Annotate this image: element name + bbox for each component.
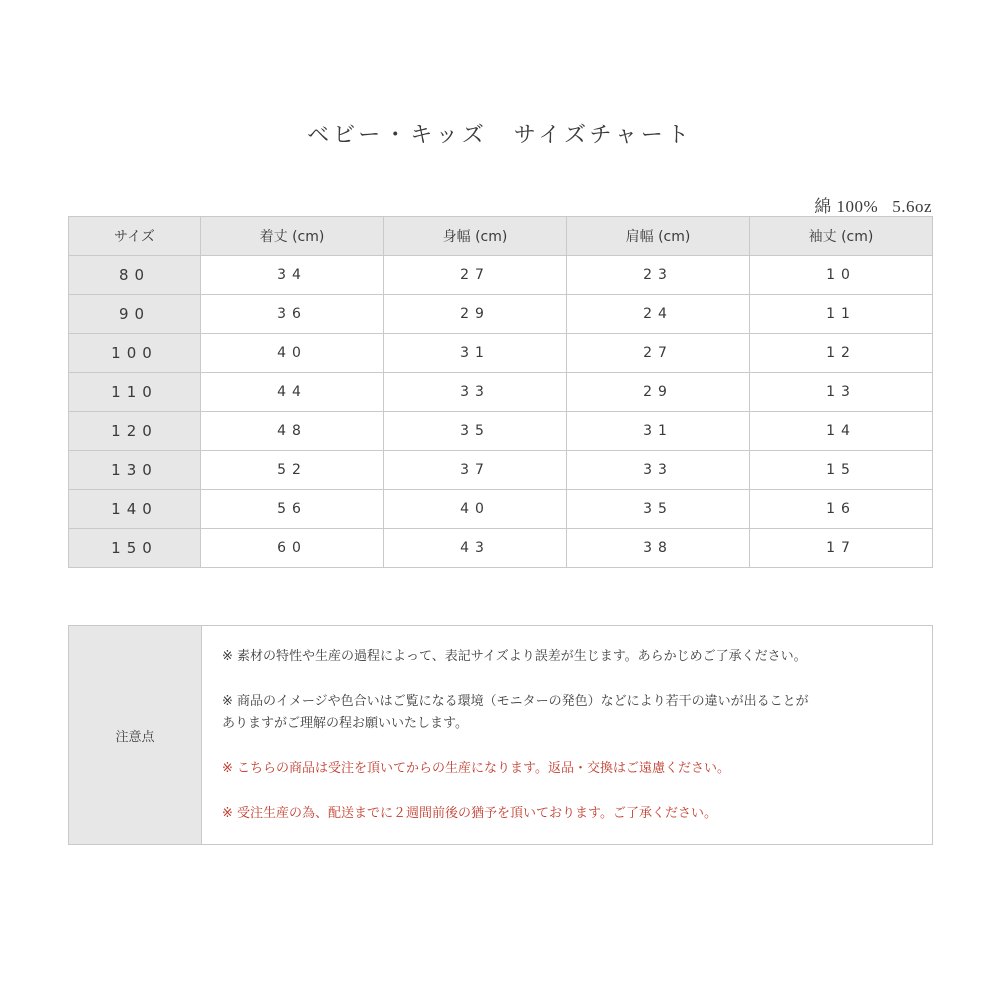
size-cell: 90: [69, 295, 201, 334]
column-header: 肩幅 (cm): [567, 217, 750, 256]
measurement-cell: 38: [567, 529, 750, 568]
table-header-row: [69, 217, 933, 256]
measurement-cell: 14: [750, 412, 933, 451]
size-cell: 80: [69, 256, 201, 295]
measurement-cell: 11: [750, 295, 933, 334]
note-line: ※ 素材の特性や生産の過程によって、表記サイズより誤差が生じます。あらかじめご了承ください。: [222, 649, 807, 664]
measurement-cell: 37: [384, 451, 567, 490]
note-item: [222, 758, 932, 780]
table-body: [69, 256, 933, 568]
note-line: ※ こちらの商品は受注を頂いてからの生産になります。返品・交換はご遠慮ください。: [222, 761, 730, 776]
measurement-cell: 31: [567, 412, 750, 451]
column-header: 身幅 (cm): [384, 217, 567, 256]
size-chart-table: [68, 216, 933, 568]
note-item: [222, 691, 932, 735]
measurement-cell: 33: [567, 451, 750, 490]
measurement-cell: 52: [201, 451, 384, 490]
note-item: [222, 803, 932, 825]
measurement-cell: 40: [384, 490, 567, 529]
measurement-cell: 27: [567, 334, 750, 373]
note-line: ありますがご理解の程お願いいたします。: [222, 716, 468, 731]
table-row: [69, 490, 933, 529]
size-cell: 110: [69, 373, 201, 412]
measurement-cell: 40: [201, 334, 384, 373]
size-cell: 150: [69, 529, 201, 568]
measurement-cell: 44: [201, 373, 384, 412]
measurement-cell: 34: [201, 256, 384, 295]
measurement-cell: 24: [567, 295, 750, 334]
measurement-cell: 36: [201, 295, 384, 334]
notes-box: [68, 625, 933, 845]
size-cell: 140: [69, 490, 201, 529]
size-cell: 130: [69, 451, 201, 490]
measurement-cell: 12: [750, 334, 933, 373]
measurement-cell: 33: [384, 373, 567, 412]
note-item: [222, 646, 932, 668]
measurement-cell: 27: [384, 256, 567, 295]
table-row: [69, 451, 933, 490]
table-row: [69, 334, 933, 373]
notes-body: [202, 626, 932, 844]
note-line: ※ 受注生産の為、配送までに２週間前後の猶予を頂いております。ご了承ください。: [222, 806, 717, 821]
notes-label: 注意点: [69, 626, 202, 844]
material-fabric: 綿 100%: [814, 197, 879, 216]
table-row: [69, 412, 933, 451]
material-weight: 5.6oz: [892, 197, 932, 216]
table-row: [69, 373, 933, 412]
measurement-cell: 17: [750, 529, 933, 568]
size-cell: 100: [69, 334, 201, 373]
measurement-cell: 35: [567, 490, 750, 529]
table-row: [69, 256, 933, 295]
column-header: サイズ: [69, 217, 201, 256]
measurement-cell: 56: [201, 490, 384, 529]
material-info: [814, 192, 932, 217]
table-row: [69, 295, 933, 334]
measurement-cell: 35: [384, 412, 567, 451]
table-row: [69, 529, 933, 568]
measurement-cell: 15: [750, 451, 933, 490]
measurement-cell: 10: [750, 256, 933, 295]
measurement-cell: 16: [750, 490, 933, 529]
measurement-cell: 13: [750, 373, 933, 412]
page-title: ベビー・キッズ サイズチャート: [307, 123, 693, 148]
measurement-cell: 29: [384, 295, 567, 334]
measurement-cell: 48: [201, 412, 384, 451]
measurement-cell: 43: [384, 529, 567, 568]
note-line: ※ 商品のイメージや色合いはご覧になる環境（モニターの発色）などにより若干の違いが出ることが: [222, 694, 809, 709]
measurement-cell: 23: [567, 256, 750, 295]
measurement-cell: 60: [201, 529, 384, 568]
column-header: 袖丈 (cm): [750, 217, 933, 256]
measurement-cell: 31: [384, 334, 567, 373]
size-cell: 120: [69, 412, 201, 451]
column-header: 着丈 (cm): [201, 217, 384, 256]
measurement-cell: 29: [567, 373, 750, 412]
